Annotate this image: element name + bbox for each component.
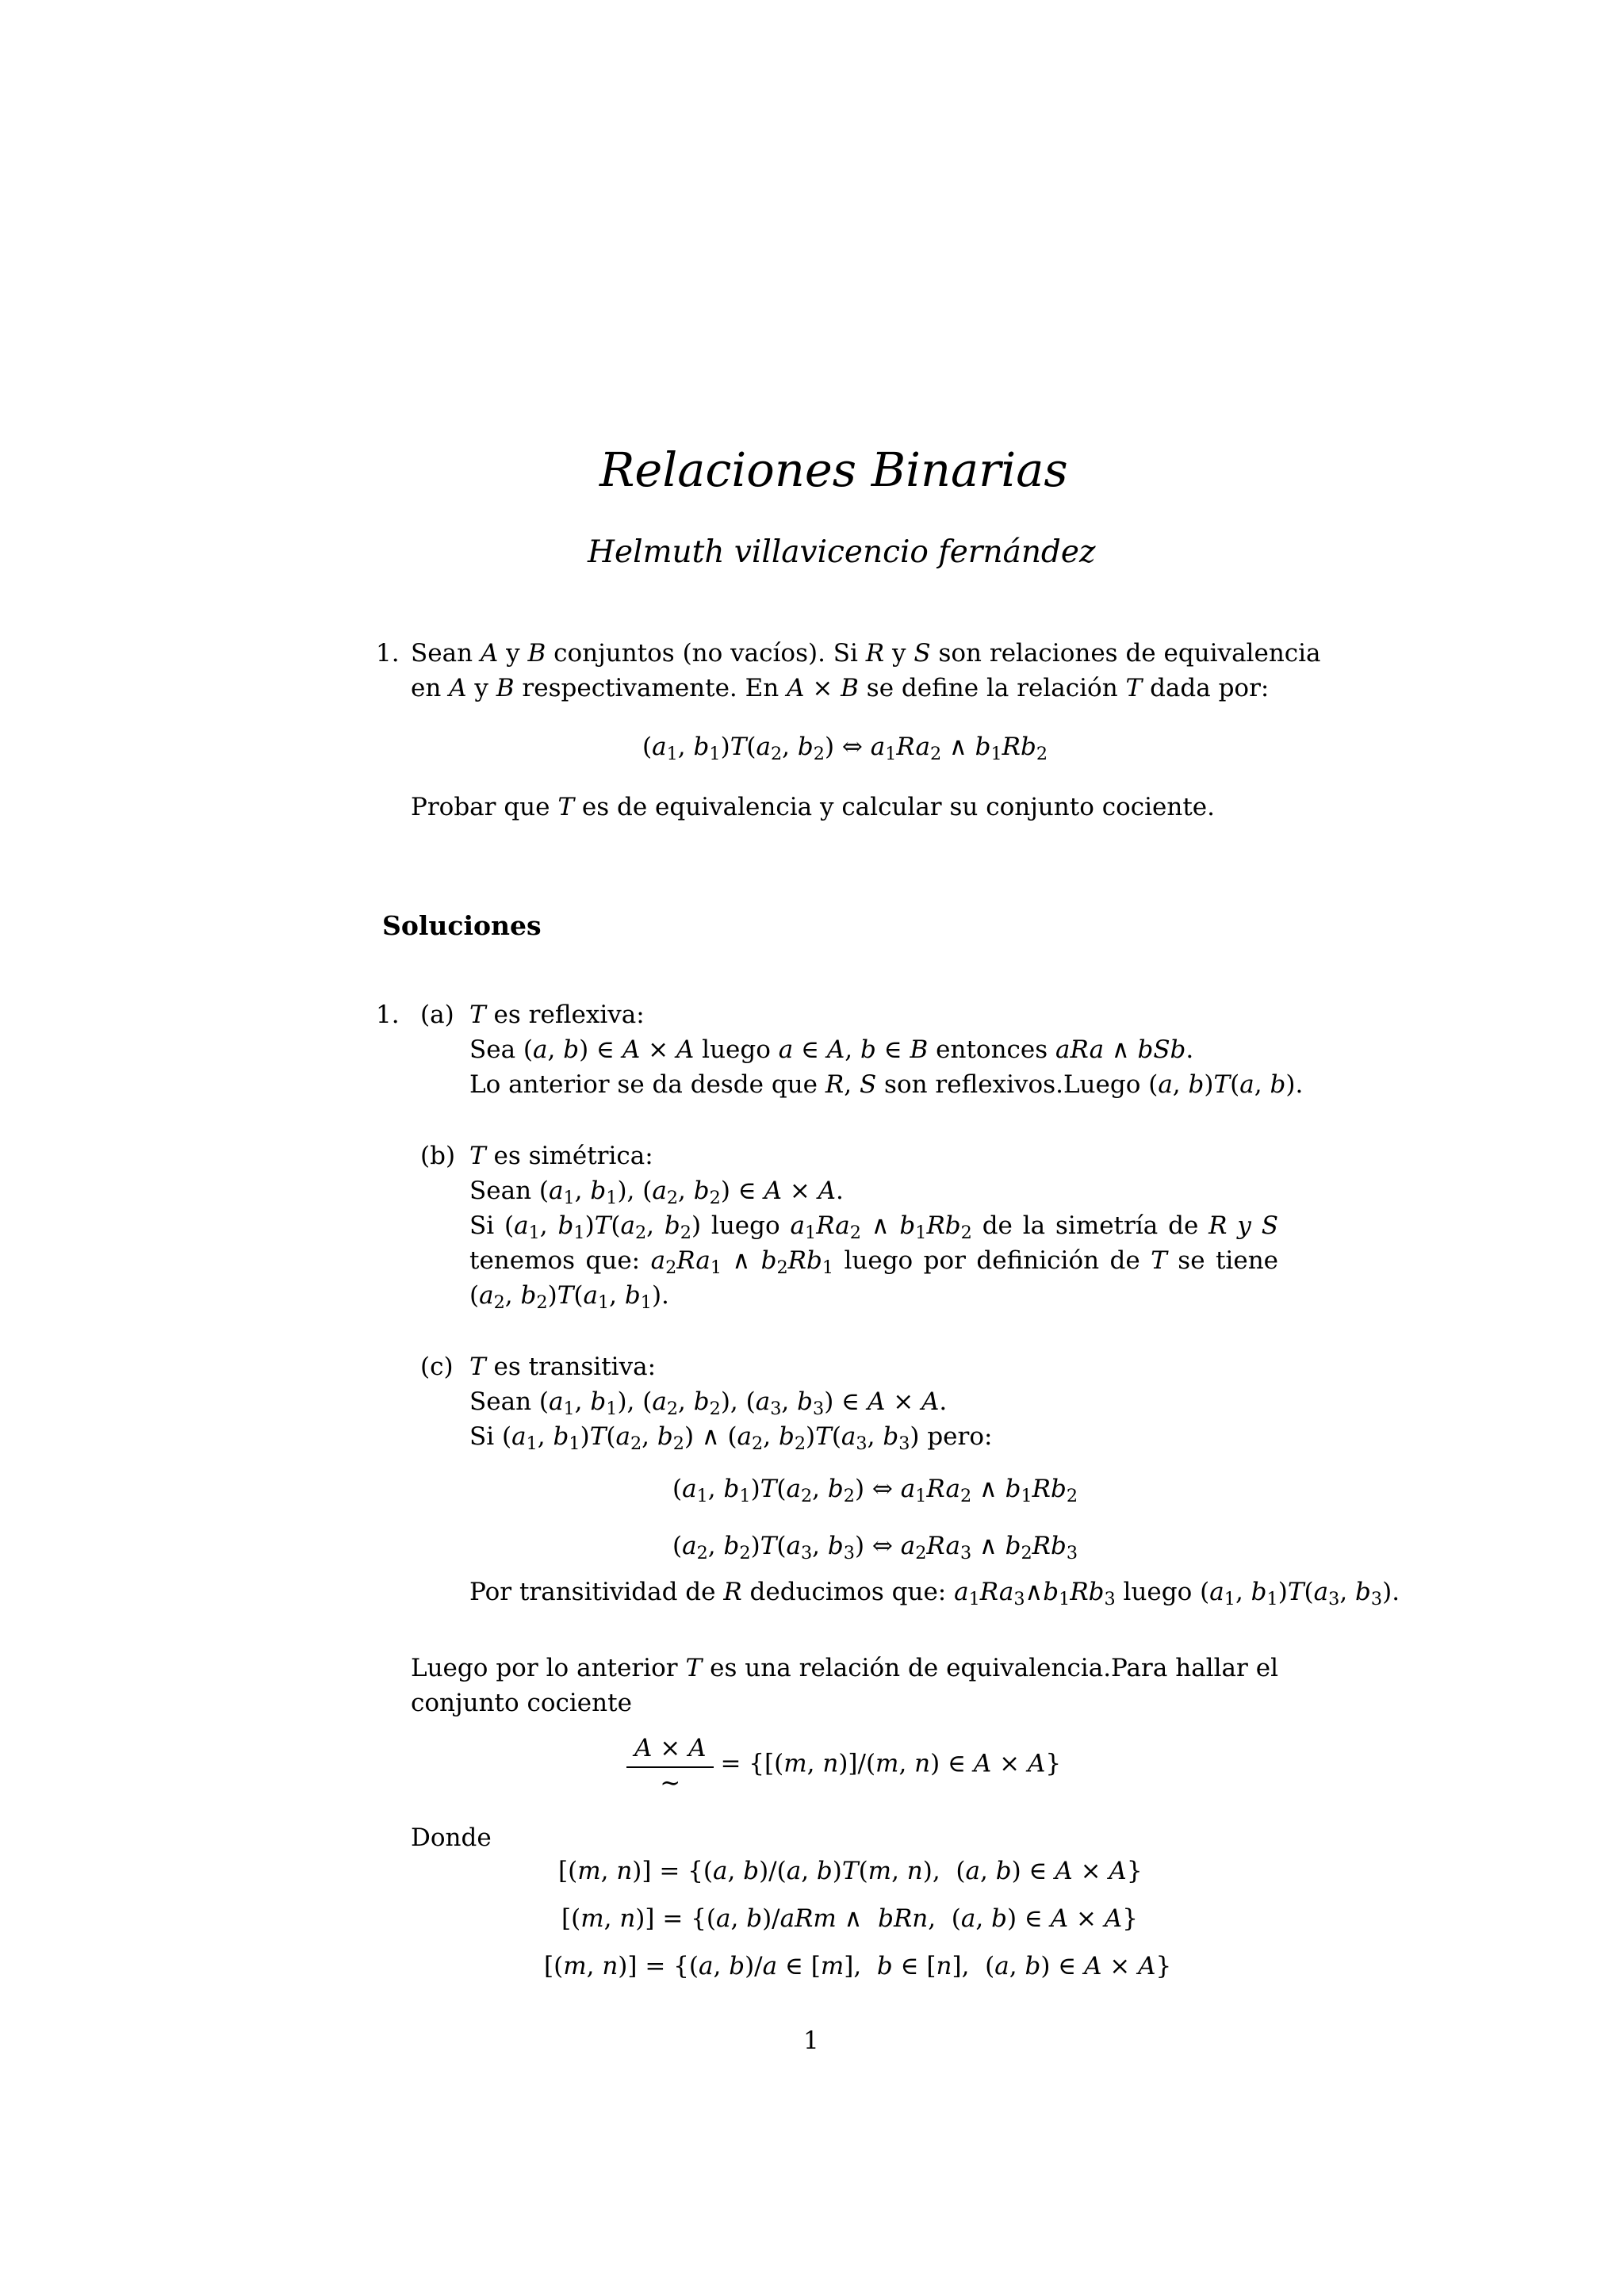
where-label: Donde — [411, 1823, 492, 1852]
solution-b-label: (b) — [420, 1142, 456, 1170]
page-number: 1 — [803, 2026, 819, 2055]
problem-task: Probar que T es de equivalencia y calcular su conjunto cociente. — [411, 793, 1215, 821]
class-equation-2: [(m, n)] = {(a, b)/aRm ∧ bRn, (a, b) ∈ A × A} — [561, 1904, 1138, 1933]
solution-a-line-1: Sea (a, b) ∈ A × A luego a ∈ A, b ∈ B entonces aRa ∧ bSb. — [469, 1035, 1194, 1064]
solution-b-line-2: Si ($a_1$, $b_1)T(a_2$, $b_2$) luego $a_1Ra_2$ ∧ $b_1Rb_2$ de la simetría de R y S — [469, 1211, 1278, 1244]
problem-number: 1. — [376, 639, 400, 668]
quotient-denominator: ∼ — [660, 1769, 681, 1797]
problem-statement-line-1: Sean A y B conjuntos (no vacíos). Si R y S son relaciones de equivalencia — [411, 639, 1321, 668]
problem-equation: ($a_1$, $b_1)T(a_2$, $b_2$) ⇔ $a_1Ra_2$ ∧ $b_1Rb_2$ — [642, 733, 1048, 765]
solution-b-line-3: tenemos que: $a_2Ra_1$ ∧ $b_2Rb_1$ luego por definición de T se tiene — [469, 1246, 1279, 1279]
solution-c-label: (c) — [420, 1353, 454, 1381]
solution-c-line-2: Si ($a_1$, $b_1)T(a_2$, $b_2$) ∧ ($a_2$, $b_2)T(a_3$, $b_3$) pero: — [469, 1422, 993, 1455]
solution-a-heading: T es reflexiva: — [469, 1001, 645, 1029]
solutions-heading: Soluciones — [382, 910, 542, 941]
class-equation-1: [(m, n)] = {(a, b)/(a, b)T(m, n), (a, b) ∈ A × A} — [558, 1857, 1143, 1885]
quotient-fraction — [626, 1732, 714, 1798]
solution-c-equation-2: ($a_2$, $b_2)T(a_3$, $b_3$) ⇔ $a_2Ra_3$ ∧ $b_2Rb_3$ — [672, 1532, 1078, 1564]
solution-c-line-3: Por transitividad de R deducimos que: $a_1Ra_3\wedge b_1Rb_3$ luego ($a_1$, $b_1)T(a_3$, $b_3$). — [469, 1578, 1400, 1610]
solution-b-line-1: Sean ($a_1$, $b_1$), ($a_2$, $b_2$) ∈ A × A. — [469, 1177, 844, 1209]
solution-c-line-1: Sean ($a_1$, $b_1$), ($a_2$, $b_2$), ($a_3$, $b_3$) ∈ A × A. — [469, 1387, 948, 1420]
problem-statement-line-2: en A y B respectivamente. En A × B se define la relación T dada por: — [411, 674, 1270, 702]
class-equation-3: [(m, n)] = {(a, b)/a ∈ [m], b ∈ [n], (a, b) ∈ A × A} — [544, 1952, 1172, 1980]
solution-a-label: (a) — [420, 1001, 454, 1029]
solution-a-line-2: Lo anterior se da desde que R, S son reflexivos.Luego (a, b)T(a, b). — [469, 1070, 1304, 1099]
conclusion-line-1: Luego por lo anterior T es una relación de equivalencia.Para hallar el — [411, 1654, 1278, 1682]
quotient-equation — [626, 1732, 1061, 1798]
quotient-rhs: = {[(m, n)]/(m, n) ∈ A × A} — [720, 1749, 1062, 1778]
solution-c-heading: T es transitiva: — [469, 1353, 657, 1381]
solution-b-line-4: ($a_2$, $b_2)T(a_1$, $b_1$). — [469, 1281, 669, 1314]
conclusion-line-2: conjunto cociente — [411, 1689, 632, 1717]
solution-number: 1. — [376, 1001, 400, 1029]
document-title: Relaciones Binarias — [599, 442, 1068, 497]
solution-c-equation-1: ($a_1$, $b_1)T(a_2$, $b_2$) ⇔ $a_1Ra_2$ ∧ $b_1Rb_2$ — [672, 1475, 1078, 1507]
document-author: Helmuth villavicencio fernández — [588, 534, 1096, 570]
solution-b-heading: T es simétrica: — [469, 1142, 653, 1170]
quotient-numerator: A × A — [626, 1732, 714, 1768]
